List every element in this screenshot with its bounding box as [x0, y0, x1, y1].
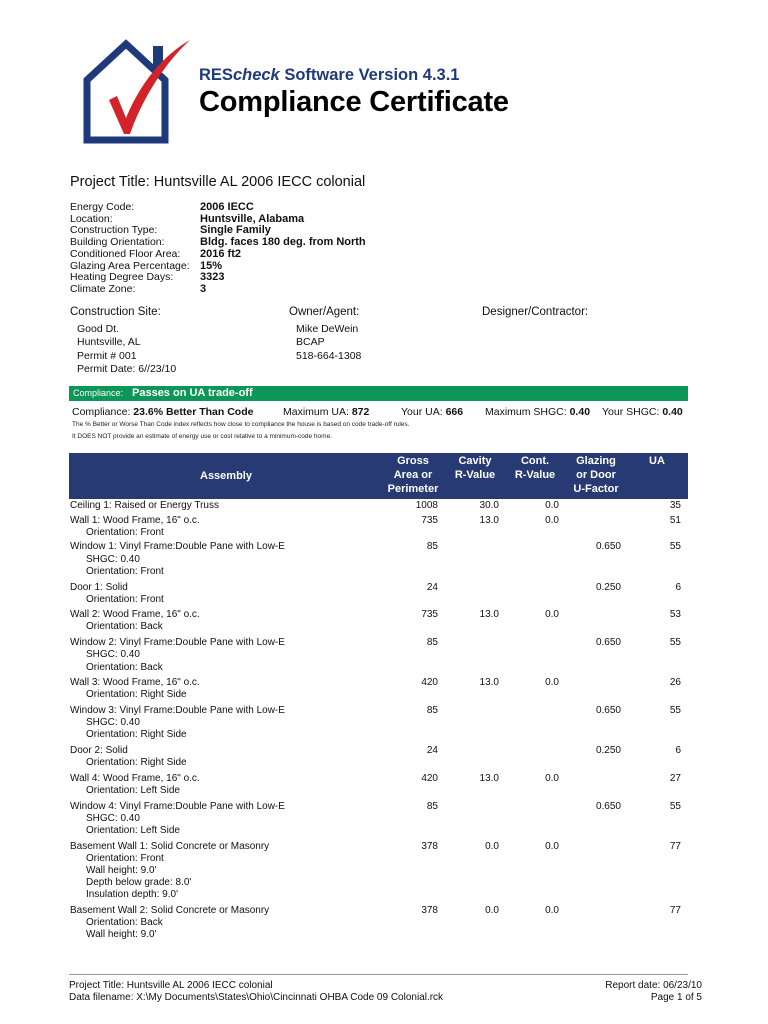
assembly-detail: Wall height: 9.0'	[86, 865, 157, 877]
assembly-detail: Orientation: Front	[86, 565, 164, 577]
gross-area-cell: 735	[421, 609, 438, 621]
compliance-status-bar: Compliance: Passes on UA trade-off	[69, 386, 688, 401]
table-row	[69, 582, 688, 606]
info-row-location: Location: Huntsville, Alabama	[70, 212, 305, 225]
compliance-percent: Compliance: 23.6% Better Than Code	[72, 406, 254, 418]
assembly-name: Basement Wall 1: Solid Concrete or Masonry	[70, 840, 270, 852]
assembly-name: Window 1: Vinyl Frame:Double Pane with Low-E	[70, 541, 285, 553]
assembly-table-body	[69, 500, 688, 944]
assembly-detail: Orientation: Front	[86, 852, 164, 864]
gross-area-cell: 85	[426, 541, 438, 553]
assembly-name: Ceiling 1: Raised or Energy Truss	[70, 500, 219, 511]
footer-project-title: Project Title: Huntsville AL 2006 IECC colonial	[69, 980, 273, 991]
table-row	[69, 705, 688, 741]
gross-area-cell: 378	[421, 904, 438, 916]
cont-r-cell: 0.0	[545, 500, 559, 511]
cont-r-cell: 0.0	[545, 677, 559, 689]
cont-r-cell: 0.0	[545, 904, 559, 916]
gross-area-cell: 85	[426, 705, 438, 717]
ua-cell: 26	[669, 677, 681, 689]
info-row-energy-code: Energy Code: 2006 IECC	[70, 201, 254, 213]
assembly-detail: SHGC: 0.40	[86, 717, 140, 729]
col-cont-r: Cont. R-Value	[514, 455, 556, 481]
your-ua: Your UA: 666	[401, 406, 464, 418]
glazing-u-cell: 0.650	[595, 541, 621, 553]
ua-cell: 77	[669, 840, 681, 852]
cavity-r-cell: 0.0	[485, 904, 499, 916]
table-row	[69, 841, 688, 901]
gross-area-cell: 85	[426, 637, 438, 649]
info-row-construction-type: Construction Type: Single Family	[70, 224, 271, 237]
assembly-detail: SHGC: 0.40	[86, 812, 140, 824]
maximum-ua: Maximum UA: 872	[283, 406, 370, 418]
cont-r-cell: 0.0	[545, 773, 559, 785]
ua-cell: 27	[669, 773, 681, 785]
gross-area-cell: 378	[421, 840, 438, 852]
col-gross-area: Gross Area or Perimeter	[387, 455, 439, 495]
glazing-u-cell: 0.650	[595, 637, 621, 649]
footer-left	[69, 980, 443, 1004]
table-row	[69, 637, 688, 673]
col-ua: UA	[649, 455, 665, 467]
ua-cell: 51	[669, 514, 681, 526]
glazing-u-cell: 0.650	[595, 705, 621, 717]
table-row	[69, 745, 688, 769]
table-row	[69, 541, 688, 577]
certificate-title: Compliance Certificate	[199, 86, 509, 118]
assembly-detail: Insulation depth: 9.0'	[86, 889, 178, 901]
compliance-disclaimer: It DOES NOT provide an estimate of energy use or cost relative to a minimum-code home.	[72, 433, 332, 440]
assembly-detail: Orientation: Back	[86, 917, 163, 929]
project-info	[70, 202, 366, 296]
gross-area-cell: 1008	[415, 500, 438, 511]
cavity-r-cell: 13.0	[479, 514, 499, 526]
assembly-name: Window 2: Vinyl Frame:Double Pane with Low-E	[70, 637, 285, 649]
assembly-detail: Orientation: Front	[86, 526, 164, 538]
assembly-detail: Wall height: 9.0'	[86, 929, 157, 941]
assembly-detail: Orientation: Right Side	[86, 757, 187, 769]
compliance-note: The % Better or Worse Than Code index reflects how close to compliance the house is based on code trade-off rules.	[72, 421, 410, 428]
glazing-u-cell: 0.250	[595, 745, 621, 757]
assembly-detail: Orientation: Back	[86, 621, 163, 633]
assembly-detail: SHGC: 0.40	[86, 553, 140, 565]
gross-area-cell: 24	[426, 745, 438, 757]
assembly-name: Door 1: Solid	[70, 581, 128, 593]
assembly-name: Window 3: Vinyl Frame:Double Pane with Low-E	[70, 705, 285, 717]
construction-site: Construction Site: Good Dt. Huntsville, AL Permit # 001 Permit Date: 6//23/10	[70, 306, 177, 375]
gross-area-cell: 420	[421, 773, 438, 785]
assembly-detail: Orientation: Front	[86, 593, 164, 605]
info-row-hdd: Heating Degree Days: 3323	[70, 271, 225, 284]
assembly-name: Window 4: Vinyl Frame:Double Pane with Low-E	[70, 800, 285, 812]
software-version-title: REScheck Software Version 4.3.1	[199, 66, 460, 84]
ua-cell: 55	[669, 705, 681, 717]
table-row	[69, 801, 688, 837]
info-row-climate-zone: Climate Zone: 3	[70, 282, 207, 295]
glazing-u-cell: 0.650	[595, 800, 621, 812]
info-row-floor-area: Conditioned Floor Area: 2016 ft2	[70, 247, 241, 260]
cavity-r-cell: 13.0	[479, 773, 499, 785]
table-row	[69, 677, 688, 701]
assembly-detail: Depth below grade: 8.0'	[86, 877, 192, 889]
owner-agent: Owner/Agent: Mike DeWein BCAP 518-664-1308	[289, 306, 362, 362]
assembly-name: Basement Wall 2: Solid Concrete or Masonry	[70, 904, 270, 916]
cavity-r-cell: 0.0	[485, 840, 499, 852]
info-row-glazing-pct: Glazing Area Percentage: 15%	[70, 259, 223, 272]
cavity-r-cell: 30.0	[479, 500, 499, 511]
assembly-detail: SHGC: 0.40	[86, 649, 140, 661]
table-row	[69, 905, 688, 941]
cont-r-cell: 0.0	[545, 840, 559, 852]
footer-report-date: Report date: 06/23/10	[605, 980, 702, 991]
gross-area-cell: 420	[421, 677, 438, 689]
your-shgc: Your SHGC: 0.40	[602, 406, 683, 418]
footer-divider	[69, 974, 688, 975]
ua-cell: 6	[675, 581, 681, 593]
cavity-r-cell: 13.0	[479, 609, 499, 621]
ua-cell: 55	[669, 541, 681, 553]
ua-cell: 35	[669, 500, 681, 511]
glazing-u-cell: 0.250	[595, 581, 621, 593]
gross-area-cell: 24	[426, 581, 438, 593]
assembly-name: Wall 2: Wood Frame, 16" o.c.	[70, 609, 200, 621]
assembly-detail: Orientation: Back	[86, 661, 163, 673]
assembly-table-header	[69, 453, 688, 499]
cont-r-cell: 0.0	[545, 609, 559, 621]
designer-contractor: Designer/Contractor:	[482, 306, 589, 318]
assembly-name: Wall 3: Wood Frame, 16" o.c.	[70, 677, 200, 689]
footer-page-number: Page 1 of 5	[650, 992, 702, 1003]
col-cavity-r: Cavity R-Value	[454, 455, 496, 481]
house-checkmark-icon	[82, 36, 194, 146]
maximum-shgc: Maximum SHGC: 0.40	[485, 406, 591, 418]
ua-cell: 55	[669, 800, 681, 812]
assembly-name: Wall 4: Wood Frame, 16" o.c.	[70, 773, 200, 785]
table-row	[69, 609, 688, 633]
col-glazing-u: Glazing or Door U-Factor	[573, 455, 619, 495]
col-assembly: Assembly	[200, 470, 252, 482]
assembly-name: Door 2: Solid	[70, 745, 128, 757]
footer-data-filename: Data filename: X:\My Documents\States\Ohio\Cincinnati OHBA Code 09 Colonial.rck	[69, 992, 444, 1003]
table-row	[69, 773, 688, 797]
table-row	[69, 515, 688, 539]
assembly-name: Wall 1: Wood Frame, 16" o.c.	[70, 514, 200, 526]
cavity-r-cell: 13.0	[479, 677, 499, 689]
ua-cell: 53	[669, 609, 681, 621]
project-title: Project Title: Huntsville AL 2006 IECC colonial	[70, 174, 366, 190]
cont-r-cell: 0.0	[545, 514, 559, 526]
assembly-detail: Orientation: Left Side	[86, 785, 180, 797]
assembly-detail: Orientation: Left Side	[86, 825, 180, 836]
ua-cell: 6	[675, 745, 681, 757]
footer-right	[605, 980, 702, 1004]
info-row-orientation: Building Orientation: Bldg. faces 180 deg. from North	[70, 236, 366, 249]
assembly-detail: Orientation: Right Side	[86, 729, 187, 741]
gross-area-cell: 85	[426, 800, 438, 812]
assembly-detail: Orientation: Right Side	[86, 689, 187, 701]
gross-area-cell: 735	[421, 514, 438, 526]
table-row	[69, 500, 688, 512]
ua-cell: 55	[669, 637, 681, 649]
ua-cell: 77	[669, 904, 681, 916]
compliance-status: Passes on UA trade-off	[132, 387, 253, 399]
